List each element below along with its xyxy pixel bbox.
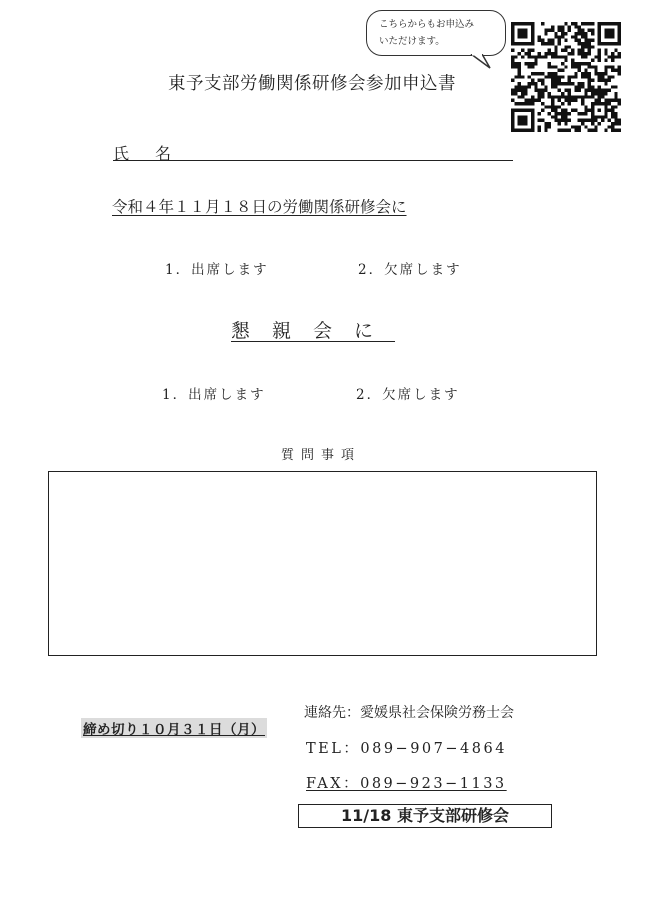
questions-heading: 質問事項 <box>281 448 362 463</box>
deadline-note: 締め切り１０月３１日（月） <box>81 718 267 738</box>
party-absent-option[interactable]: 2．欠席します <box>356 387 460 403</box>
seminar-line: 令和４年１１月１８日の労働関係研修会に <box>112 198 407 216</box>
qr-code-icon[interactable] <box>511 22 621 132</box>
seminar-attend-option[interactable]: 1．出席します <box>165 262 269 278</box>
bubble-line-2: いただけます。 <box>379 36 445 47</box>
bubble-line-1: こちらからもお申込み <box>379 19 475 30</box>
contact-tel: TEL：089−907−4864 <box>306 741 507 757</box>
questions-box[interactable] <box>48 471 597 656</box>
contact-label: 連絡先：愛媛県社会保険労務士会 <box>304 705 514 721</box>
bubble-tail <box>470 54 492 70</box>
form-title: 東予支部労働関係研修会参加申込書 <box>168 74 456 94</box>
contact-fax: FAX：089−923−1133 <box>306 776 507 792</box>
party-attend-option[interactable]: 1．出席します <box>162 387 266 403</box>
name-field[interactable] <box>113 141 513 161</box>
event-badge: 11/18 東予支部研修会 <box>298 804 552 828</box>
speech-bubble <box>366 10 506 56</box>
name-label: 氏名 <box>113 144 198 163</box>
party-line: 懇親会に <box>231 320 396 342</box>
seminar-absent-option[interactable]: 2．欠席します <box>358 262 462 278</box>
